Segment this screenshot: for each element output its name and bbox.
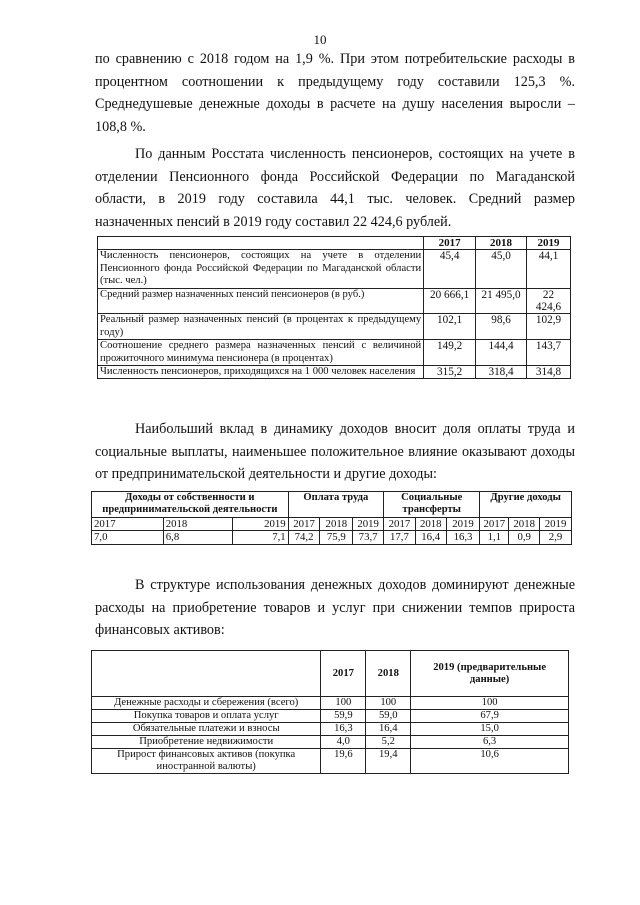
table-cell: 17,7 [384,531,416,544]
table-row [92,710,569,723]
table-cell: 2,9 [540,531,572,544]
table-cell: 73,7 [353,531,384,544]
table-cell: 315,2 [424,366,476,379]
paragraph-1: по сравнению с 2018 годом на 1,9 %. При этом потребительские расходы в процентном соотношении к предыдущему году составили 125,3 %. Среднедушевые денежные доходы в расчете на душу населения выросли – 108,8 %. [95,51,575,135]
table-cell: 19,4 [366,749,411,774]
year-cell: 2018 [320,517,353,530]
row-label: Реальный размер назначенных пенсий (в процентах к предыдущему году) [98,314,424,340]
table-header-cell: 2019 (предварительные данные) [411,651,569,697]
year-cell: 2018 [415,517,446,530]
table-cell: 100 [411,697,569,710]
year-cell: 2019 [540,517,572,530]
year-cell: 2019 [232,517,288,530]
table-row [92,736,569,749]
table-row [92,697,569,710]
years-row [92,517,572,530]
group-header: Доходы от собственности и предпринимательской деятельности [92,492,289,518]
table-cell: 22 424,6 [527,288,571,314]
table-cell: 45,4 [424,250,476,288]
year-cell: 2019 [446,517,480,530]
table-cell: 0,9 [509,531,540,544]
table-header-cell: 2018 [476,237,527,250]
table-header-cell [98,237,424,250]
table-cell: 98,6 [476,314,527,340]
group-header: Оплата труда [288,492,383,518]
table-cell: 149,2 [424,340,476,366]
paragraph-3: Наибольший вклад в динамику доходов вносит доля оплаты труда и социальные выплаты, наименьшее положительное влияние оказывают доходы от предпринимательской деятельности и другие доходы: [95,421,575,482]
table-cell: 314,8 [527,366,571,379]
paragraph-2: По данным Росстата численность пенсионеров, состоящих на учете в отделении Пенсионного фонда Российской Федерации по Магаданской области, в 2019 году составила 44,1 тыс. человек. Средний размер назначенных пенсий в 2019 году составил 22 424,6 рублей. [95,146,575,230]
year-cell: 2018 [163,517,232,530]
group-header: Социальные трансферты [384,492,480,518]
table-cell: 59,9 [321,710,366,723]
year-cell: 2017 [384,517,416,530]
table-cell: 143,7 [527,340,571,366]
table-cell: 4,0 [321,736,366,749]
table-cell: 19,6 [321,749,366,774]
row-label: Численность пенсионеров, приходящихся на 1 000 человек населения [98,366,424,379]
table-cell: 6,8 [163,531,232,544]
table-header-cell: 2019 [527,237,571,250]
table-cell: 45,0 [476,250,527,288]
table-cell: 74,2 [288,531,320,544]
table-header-cell: 2017 [424,237,476,250]
table-header-cell: 2018 [366,651,411,697]
table-cell: 21 495,0 [476,288,527,314]
table-row [98,250,571,288]
table-row [98,340,571,366]
table-cell: 6,3 [411,736,569,749]
row-label: Прирост финансовых активов (покупка иностранной валюты) [92,749,321,774]
group-header: Другие доходы [480,492,572,518]
row-label: Покупка товаров и оплата услуг [92,710,321,723]
table-cell: 59,0 [366,710,411,723]
table-header-row [92,651,569,697]
page-number: 10 [313,32,327,47]
year-cell: 2019 [353,517,384,530]
table-cell: 102,9 [527,314,571,340]
table-cell: 44,1 [527,250,571,288]
expenditure-structure-table [91,650,569,774]
table-cell: 5,2 [366,736,411,749]
year-cell: 2017 [480,517,509,530]
table-row [92,723,569,736]
table-cell: 7,0 [92,531,164,544]
table-cell: 15,0 [411,723,569,736]
year-cell: 2017 [288,517,320,530]
table-cell: 144,4 [476,340,527,366]
table-cell: 100 [366,697,411,710]
table-row [98,288,571,314]
table-cell: 67,9 [411,710,569,723]
table-cell: 16,3 [321,723,366,736]
table-cell: 20 666,1 [424,288,476,314]
table-cell: 100 [321,697,366,710]
table-row [98,314,571,340]
table-cell: 16,3 [446,531,480,544]
row-label: Средний размер назначенных пенсий пенсионеров (в руб.) [98,288,424,314]
row-label: Денежные расходы и сбережения (всего) [92,697,321,710]
table-cell: 7,1 [232,531,288,544]
paragraph-4: В структуре использования денежных доходов доминируют денежные расходы на приобретение товаров и услуг при снижении темпов прироста финансовых активов: [95,577,575,638]
table-header-cell [92,651,321,697]
row-label: Обязательные платежи и взносы [92,723,321,736]
table-cell: 318,4 [476,366,527,379]
values-row [92,531,572,544]
row-label: Численность пенсионеров, состоящих на учете в отделении Пенсионного фонда Российской Федерации по Магаданской области (тыс. чел.) [98,250,424,288]
table-cell: 10,6 [411,749,569,774]
table-header-row [92,492,572,518]
year-cell: 2017 [92,517,164,530]
table-cell: 16,4 [366,723,411,736]
row-label: Приобретение недвижимости [92,736,321,749]
year-cell: 2018 [509,517,540,530]
table-row [92,749,569,774]
row-label: Соотношение среднего размера назначенных пенсий с величиной прожиточного минимума пенсионера (в процентах) [98,340,424,366]
table-cell: 16,4 [415,531,446,544]
pensioners-table [97,236,571,379]
table-header-cell: 2017 [321,651,366,697]
table-cell: 102,1 [424,314,476,340]
table-header-row [98,237,571,250]
table-row [98,366,571,379]
income-structure-table [91,491,572,545]
table-cell: 75,9 [320,531,353,544]
table-cell: 1,1 [480,531,509,544]
